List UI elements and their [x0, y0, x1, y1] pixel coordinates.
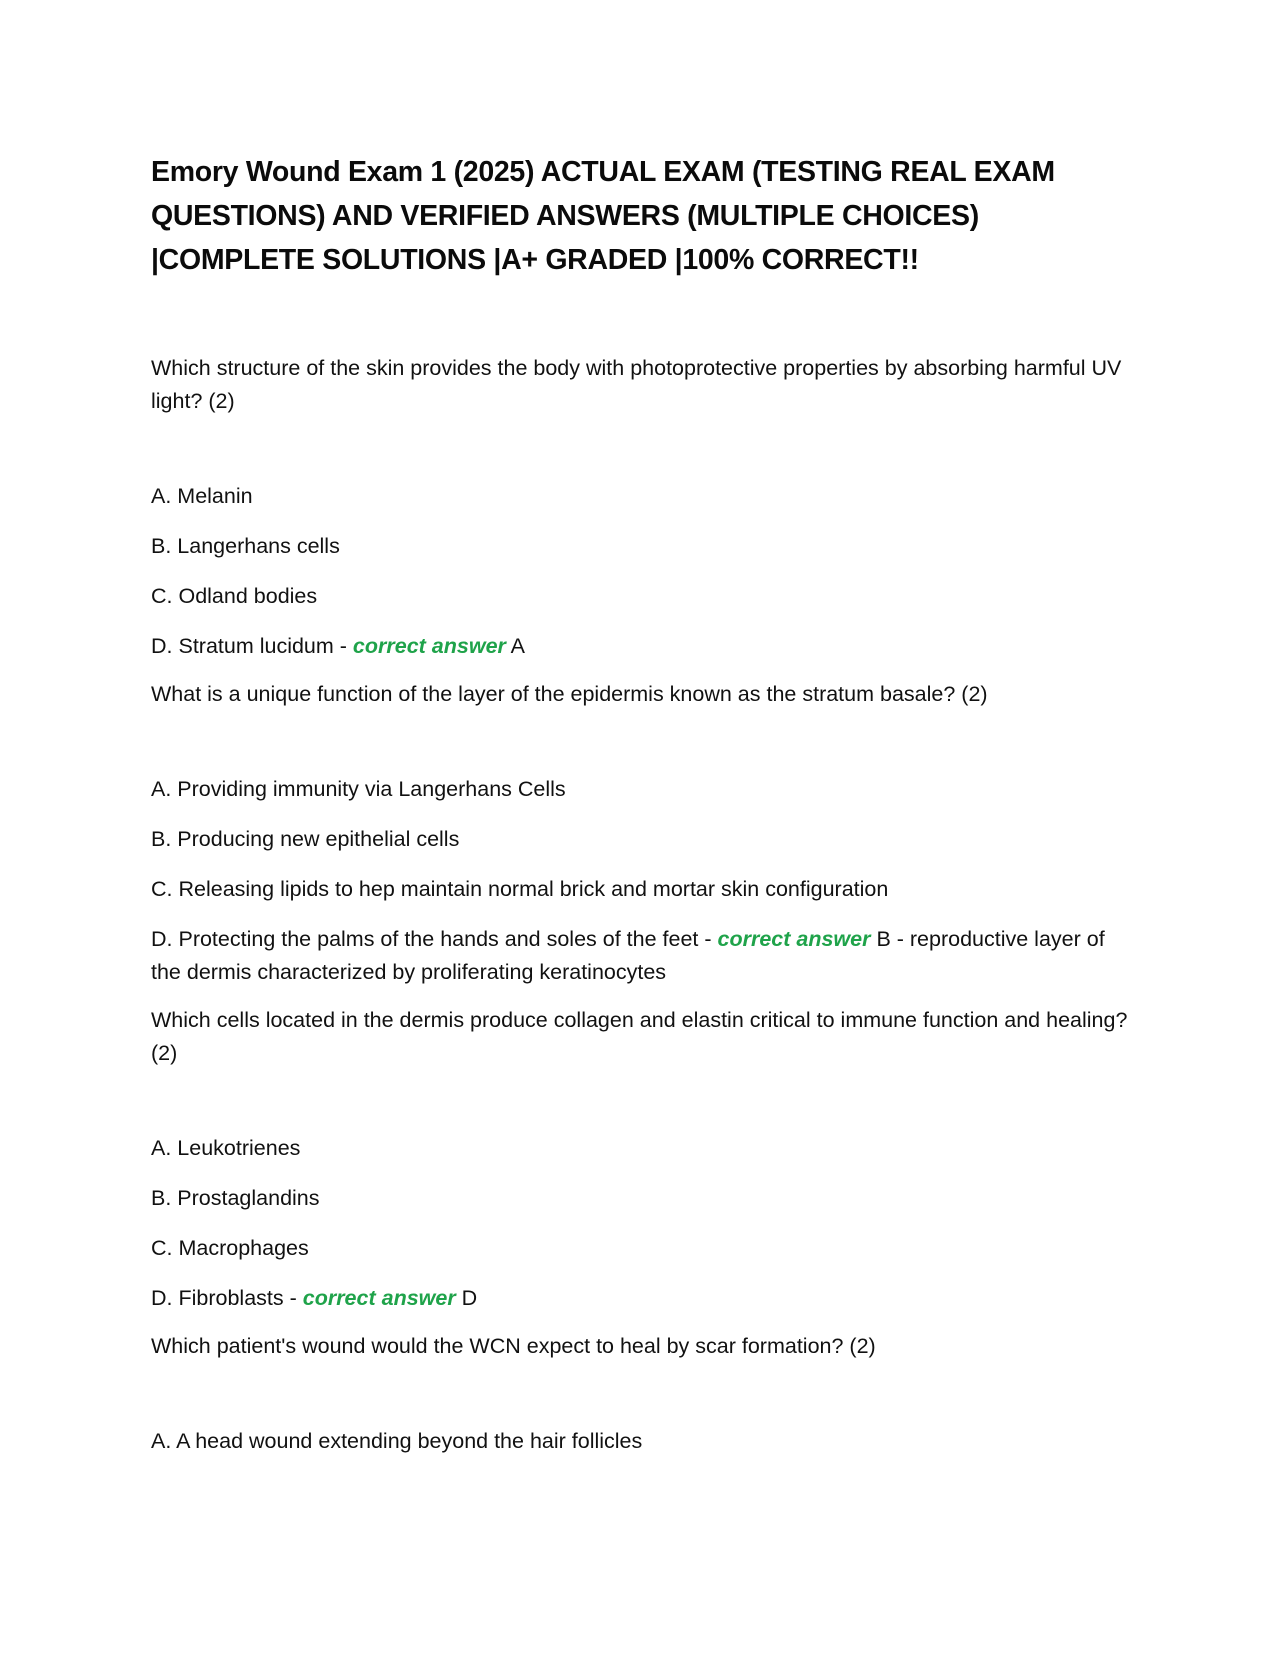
- answer-value: D: [455, 1286, 478, 1310]
- title-line: Emory Wound Exam 1 (2025) ACTUAL EXAM (TESTING REAL EXAM: [151, 156, 1055, 188]
- question-text: What is a unique function of the layer of the epidermis known as the stratum basale? (2): [151, 682, 988, 706]
- question-4: [151, 1330, 1131, 1458]
- option-b: B. Producing new epithelial cells: [151, 827, 460, 851]
- option-d-with-answer: [151, 630, 1131, 663]
- document-title: [151, 150, 1131, 282]
- option-a: A. A head wound extending beyond the hair follicles: [151, 1429, 643, 1453]
- option-a: A. Providing immunity via Langerhans Cells: [151, 777, 566, 801]
- title-line: |COMPLETE SOLUTIONS |A+ GRADED |100% CORRECT!!: [151, 244, 919, 276]
- question-2: [151, 678, 1131, 989]
- correct-answer-label: correct answer: [302, 1286, 456, 1310]
- option-c: C. Odland bodies: [151, 584, 318, 608]
- answer-value: A: [505, 634, 526, 658]
- question-list: [151, 352, 1131, 1458]
- title-line: QUESTIONS) AND VERIFIED ANSWERS (MULTIPLE CHOICES): [151, 200, 979, 232]
- option-d-text: D. Protecting the palms of the hands and soles of the feet -: [151, 927, 718, 951]
- option-a: A. Leukotrienes: [151, 1136, 301, 1160]
- answer-value: B - reproductive layer of the dermis characterized by proliferating keratinocytes: [151, 927, 1105, 984]
- option-b: B. Langerhans cells: [151, 534, 340, 558]
- correct-answer-label: correct answer: [352, 634, 506, 658]
- question-text: Which cells located in the dermis produce collagen and elastin critical to immune function and healing? (2): [151, 1008, 1128, 1065]
- question-text: Which patient's wound would the WCN expect to heal by scar formation? (2): [151, 1334, 876, 1358]
- option-d-with-answer: [151, 1282, 1131, 1315]
- option-a: A. Melanin: [151, 484, 253, 508]
- option-c: C. Macrophages: [151, 1236, 309, 1260]
- question-text: Which structure of the skin provides the body with photoprotective properties by absorbing harmful UV light? (2): [151, 356, 1122, 413]
- correct-answer-label: correct answer: [717, 927, 871, 951]
- option-d-text: D. Stratum lucidum -: [151, 634, 353, 658]
- option-b: B. Prostaglandins: [151, 1186, 320, 1210]
- option-d-text: D. Fibroblasts -: [151, 1286, 303, 1310]
- document-content: [151, 150, 1131, 1475]
- question-3: [151, 1004, 1131, 1315]
- option-c: C. Releasing lipids to hep maintain normal brick and mortar skin configuration: [151, 877, 889, 901]
- question-1: [151, 352, 1131, 663]
- option-d-with-answer: [151, 923, 1131, 989]
